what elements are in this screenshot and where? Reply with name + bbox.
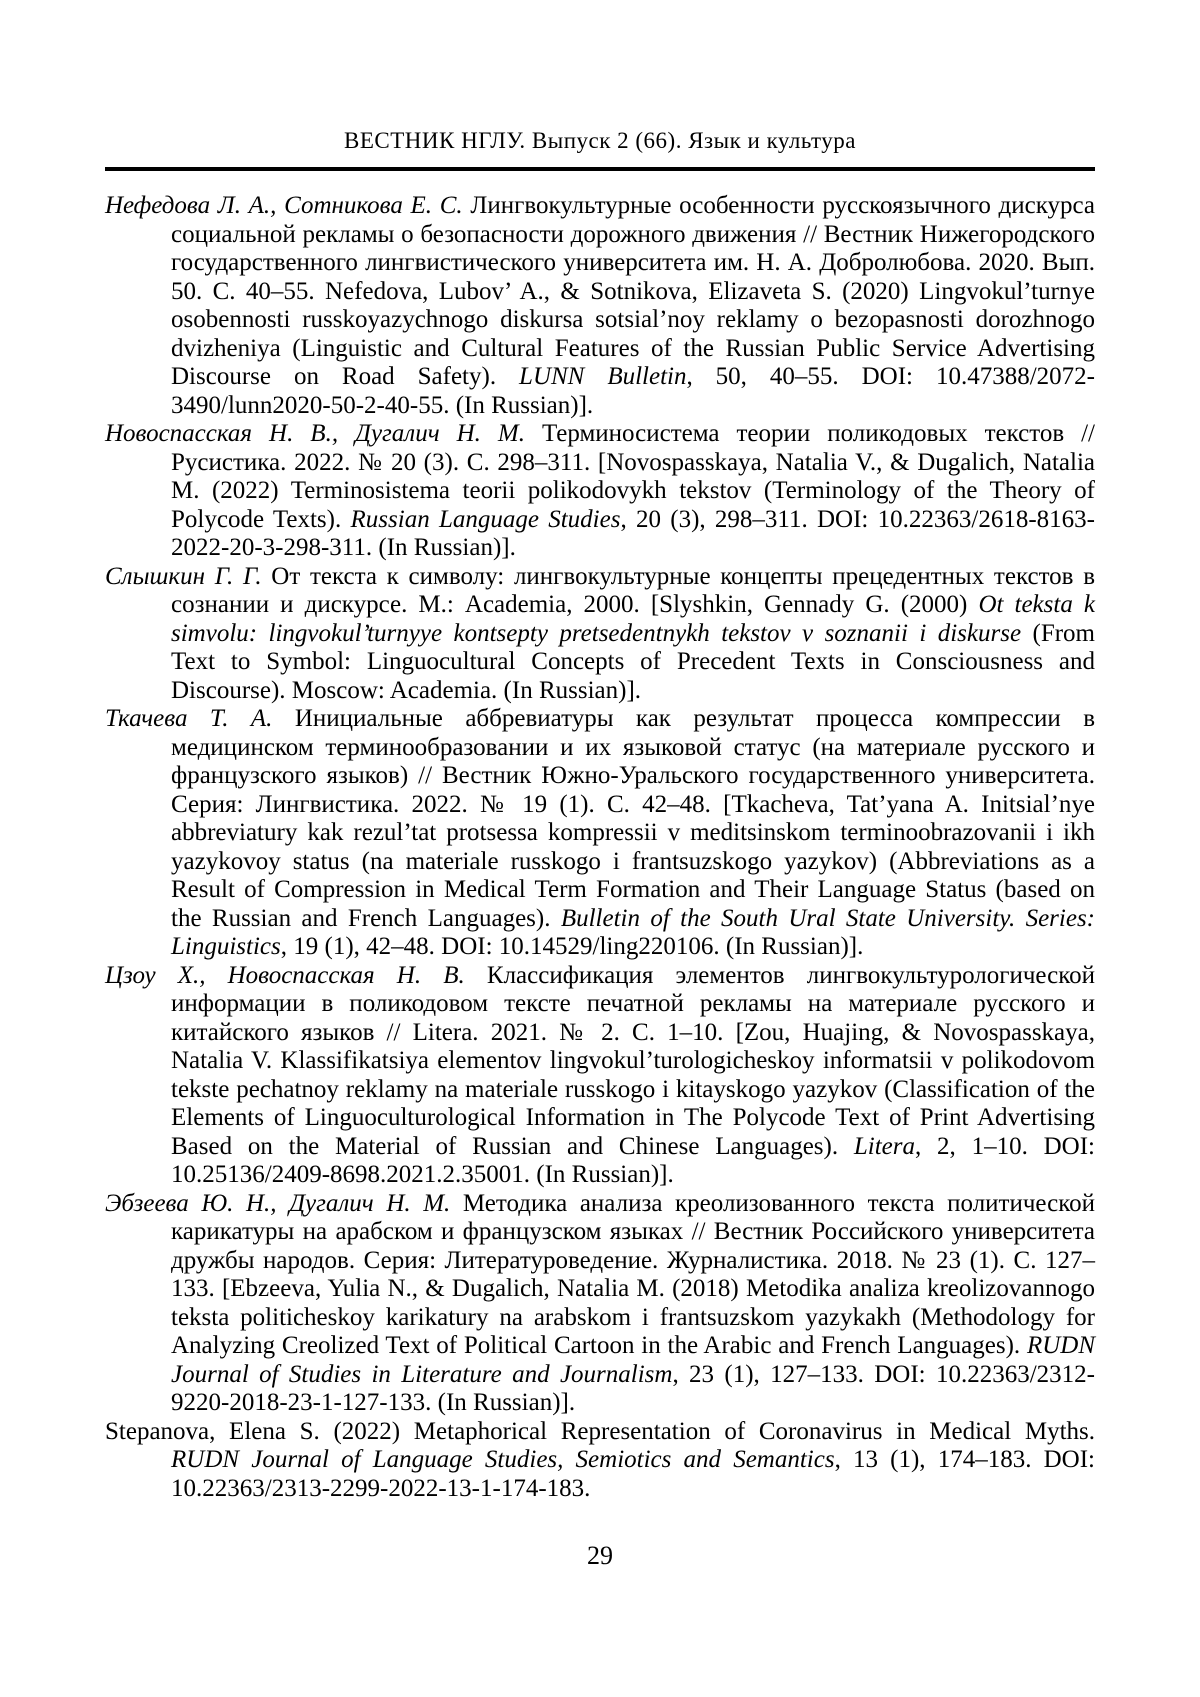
running-head: ВЕСТНИК НГЛУ. Выпуск 2 (66). Язык и культура: [344, 128, 856, 153]
reference-italic-text: Ot teksta k simvolu: lingvokul’turnyye kontsepty pretsedentnykh tekstov v soznanii i diskurse: [171, 591, 1095, 647]
reference-text: , 23 (1), 127–133. DOI: 10.22363/2312-9220-2018-23-1-127-133. (In Russian)].: [171, 1360, 1096, 1416]
reference-text: Классификация элементов лингвокультурологической информации в поликодовом тексте печатной рекламы на материале русского и китайского языков // Litera. 2021. № 2. С. 1–10. [Zou, Huajing, & Novospasskaya, Natalia V. Klassifikatsiya elementov lingvokul’turologicheskoy informatsii v polikodovom tekste pechatnoy reklamy na materiale russkogo i kitayskogo yazykov (Classification of the Elements of Linguoculturological Information in The Polycode Text of Print Advertising Based on the Material of Russian and Chinese Languages).: [171, 961, 1095, 1160]
page-number: 29: [587, 1541, 613, 1570]
reference-text: Терминосистема теории поликодовых текстов // Русистика. 2022. № 20 (3). С. 298–311. [Novospasskaya, Natalia V., & Dugalich, Natalia M. (2022) Terminosistema teorii polikodovykh tekstov (Terminology of the Theory of Polycode Texts).: [171, 420, 1095, 533]
references-list: [105, 192, 1095, 1503]
reference-italic-text: LUNN Bulletin: [519, 363, 687, 390]
reference-entry: [105, 192, 1095, 420]
reference-text: Методика анализа креолизованного текста политической карикатуры на арабском и французском языках // Вестник Российского университета дружбы народов. Серия: Литературоведение. Журналистика. 2018. № 23 (1). С. 127–133. [Ebzeeva, Yulia N., & Dugalich, Natalia M. (2018) Metodika analiza kreolizovannogo teksta politicheskoy karikatury na arabskom i frantsuzskom yazykakh (Methodology for Analyzing Creolized Text of Political Cartoon in the Arabic and French Languages).: [171, 1189, 1095, 1359]
reference-entry: [105, 705, 1095, 962]
reference-text: , 13 (1), 174–183. DOI: 10.22363/2313-2299-2022-13-1-174-183.: [171, 1446, 1095, 1502]
reference-text: , 50, 40–55. DOI: 10.47388/2072-3490/lunn2020-50-2-40-55. (In Russian)].: [171, 363, 1095, 419]
reference-text: Инициальные аббревиатуры как результат процесса компрессии в медицинском терминообразовании и их языковой статус (на материале русского и французского языков) // Вестник Южно-Уральского государственного университета. Серия: Лингвистика. 2022. № 19 (1). С. 42–48. [Tkacheva, Tat’yana A. Initsial’nye abbreviatury kak rezul’tat protsessa kompressii v meditsinskom terminoobrazovanii i ikh yazykovoy status (na materiale russkogo i frantsuzskogo yazykov) (Abbreviations as a Result of Compression in Medical Term Formation and Their Language Status (based on the Russian and French Languages).: [171, 705, 1095, 932]
reference-italic-text: Нефедова Л. А., Сотникова Е. С.: [105, 192, 463, 219]
reference-text: От текста к символу: лингвокультурные концепты прецедентных текстов в сознании и дискурсе. М.: Academia, 2000. [Slyshkin, Gennady G. (2000): [171, 562, 1095, 618]
reference-italic-text: Ткачева Т. А.: [105, 705, 273, 732]
reference-entry: [105, 962, 1095, 1190]
reference-text: , 2, 1–10. DOI: 10.25136/2409-8698.2021.2.35001. (In Russian)].: [171, 1132, 1095, 1188]
reference-italic-text: Слышкин Г. Г.: [105, 562, 262, 590]
header-divider: [105, 167, 1095, 171]
reference-text: Лингвокультурные особенности русскоязычного дискурса социальной рекламы о безопасности дорожного движения // Вестник Нижегородского государственного лингвистического университета им. Н. А. Добролюбова. 2020. Вып. 50. С. 40–55. Nefedova, Lubov’ A., & Sotnikova, Elizaveta S. (2020) Lingvokul’turnye osobennosti russkoyazychnogo diskursa sotsial’noy reklamy o bezopasnosti dorozhnogo dvizheniya (Linguistic and Cultural Features of the Russian Public Service Advertising Discourse on Road Safety).: [171, 192, 1096, 390]
reference-entry: [105, 563, 1095, 706]
reference-italic-text: Эбзеева Ю. Н., Дугалич Н. М.: [105, 1189, 451, 1217]
reference-italic-text: RUDN Journal of Studies in Literature and Journalism: [171, 1332, 1095, 1388]
reference-text: , 19 (1), 42–48. DOI: 10.14529/ling220106. (In Russian)].: [280, 933, 864, 960]
reference-entry: [105, 1418, 1095, 1504]
reference-italic-text: Bulletin of the South Ural State University. Series: Linguistics: [171, 904, 1095, 960]
reference-italic-text: Цзоу Х., Новоспасская Н. В.: [105, 961, 465, 989]
reference-text: (From Text to Symbol: Linguocultural Concepts of Precedent Texts in Consciousness and Discourse). Moscow: Academia. (In Russian)].: [171, 619, 1095, 704]
reference-entry: [105, 420, 1095, 563]
reference-text: Stepanova, Elena S. (2022) Metaphorical Representation of Coronavirus in Medical Myths.: [105, 1417, 1095, 1445]
reference-italic-text: RUDN Journal of Language Studies, Semiotics and Semantics: [171, 1446, 835, 1473]
reference-italic-text: Russian Language Studies: [350, 505, 621, 533]
reference-italic-text: Litera: [853, 1132, 915, 1160]
reference-text: , 20 (3), 298–311. DOI: 10.22363/2618-8163-2022-20-3-298-311. (In Russian)].: [171, 505, 1095, 561]
reference-entry: [105, 1190, 1095, 1418]
reference-italic-text: Новоспасская Н. В., Дугалич Н. М.: [105, 420, 525, 447]
